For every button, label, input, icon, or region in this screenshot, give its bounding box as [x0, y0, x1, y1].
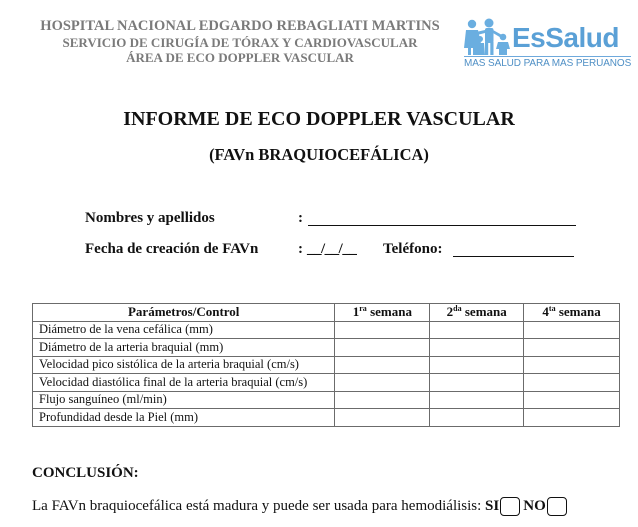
table-row [33, 391, 620, 409]
value-cell[interactable] [430, 356, 524, 374]
param-cell: Velocidad diastólica final de la arteria braquial (cm/s) [33, 374, 335, 392]
param-cell: Profundidad desde la Piel (mm) [33, 409, 335, 427]
report-subtitle: (FAVn BRAQUIOCEFÁLICA) [209, 145, 429, 164]
table-row [33, 356, 620, 374]
value-cell[interactable] [335, 321, 430, 339]
param-cell: Diámetro de la vena cefálica (mm) [33, 321, 335, 339]
essalud-logo [462, 16, 630, 72]
yes-checkbox[interactable] [500, 497, 520, 516]
table-row [33, 374, 620, 392]
phone-label: Teléfono: [383, 241, 443, 257]
no-label: NO [523, 498, 546, 514]
service-name: SERVICIO DE CIRUGÍA DE TÓRAX Y CARDIOVASCULAR [62, 35, 418, 50]
measurements-table [32, 303, 620, 427]
maturity-statement: La FAVn braquiocefálica está madura y puede ser usada para hemodiálisis: [32, 498, 486, 514]
param-cell: Diámetro de la arteria braquial (mm) [33, 339, 335, 357]
value-cell[interactable] [335, 339, 430, 357]
logo-wordmark: EsSalud [512, 22, 619, 53]
table-row [33, 409, 620, 427]
area-name: ÁREA DE ECO DOPPLER VASCULAR [126, 50, 354, 65]
value-cell[interactable] [524, 356, 620, 374]
value-cell[interactable] [524, 339, 620, 357]
hospital-name: HOSPITAL NACIONAL EDGARDO REBAGLIATI MARTINS [40, 18, 440, 34]
value-cell[interactable] [430, 391, 524, 409]
param-header: Parámetros/Control [33, 304, 335, 322]
value-cell[interactable] [335, 374, 430, 392]
value-cell[interactable] [524, 374, 620, 392]
conclusion-heading: CONCLUSIÓN: [32, 465, 139, 481]
table-header-row [33, 304, 620, 322]
table-row [33, 339, 620, 357]
no-checkbox[interactable] [547, 497, 567, 516]
value-cell[interactable] [335, 409, 430, 427]
value-cell[interactable] [335, 356, 430, 374]
yes-label: SI [485, 498, 500, 514]
value-cell[interactable] [430, 374, 524, 392]
value-cell[interactable] [430, 321, 524, 339]
value-cell[interactable] [335, 391, 430, 409]
value-cell[interactable] [524, 321, 620, 339]
param-cell: Flujo sanguíneo (ml/min) [33, 391, 335, 409]
report-title: INFORME DE ECO DOPPLER VASCULAR [123, 108, 515, 130]
family-figures-icon [462, 18, 514, 56]
maturity-statement-row [32, 497, 567, 516]
param-cell: Velocidad pico sistólica de la arteria braquial (cm/s) [33, 356, 335, 374]
name-label: Nombres y apellidos [85, 210, 215, 226]
phone-input-line[interactable] [453, 243, 574, 257]
table-row [33, 321, 620, 339]
week-header-4: $4^{ta}$ semana [524, 304, 620, 322]
logo-tagline: MAS SALUD PARA MAS PERUANOS [464, 58, 632, 69]
name-input-line[interactable] [308, 212, 576, 226]
date-input[interactable]: __/__/__ [307, 241, 357, 257]
value-cell[interactable] [430, 409, 524, 427]
week-header-1: $1^{ra}$ semana [335, 304, 430, 322]
name-colon: : [298, 210, 303, 226]
value-cell[interactable] [430, 339, 524, 357]
date-label: Fecha de creación de FAVn [85, 241, 259, 257]
value-cell[interactable] [524, 391, 620, 409]
value-cell[interactable] [524, 409, 620, 427]
week-header-2: $2^{da}$ semana [430, 304, 524, 322]
date-colon: : [298, 241, 303, 257]
